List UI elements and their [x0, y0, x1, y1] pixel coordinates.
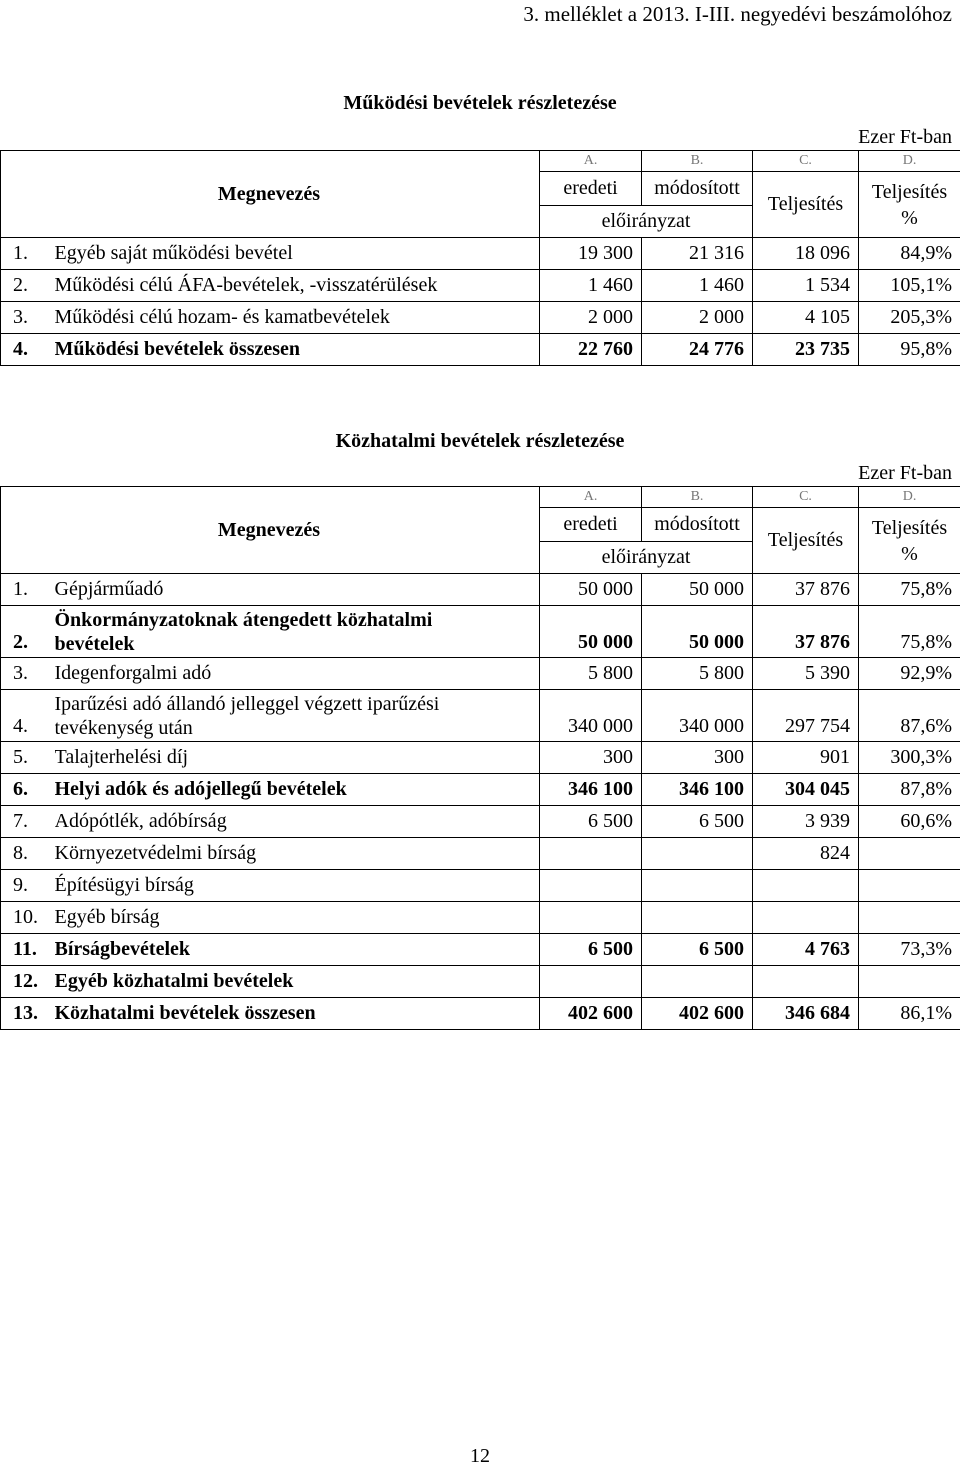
row-number: 11. — [1, 934, 55, 966]
table-row — [1, 966, 960, 998]
cell-original: 22 760 — [540, 334, 642, 366]
cell-modified: 5 800 — [642, 658, 753, 690]
table-row — [1, 774, 960, 806]
cell-modified: 2 000 — [642, 302, 753, 334]
row-number: 7. — [1, 806, 55, 838]
row-name: Működési bevételek összesen — [55, 334, 540, 366]
cell-performance-pct: 60,6% — [859, 806, 960, 838]
cell-performance: 4 105 — [753, 302, 859, 334]
row-number: 4. — [1, 334, 55, 366]
cell-performance-pct — [859, 838, 960, 870]
cell-performance — [753, 902, 859, 934]
section1-header-appropriation: előirányzat — [540, 206, 753, 238]
row-name: Helyi adók és adójellegű bevételek — [55, 774, 540, 806]
cell-performance: 304 045 — [753, 774, 859, 806]
cell-performance: 37 876 — [753, 574, 859, 606]
cell-modified: 21 316 — [642, 238, 753, 270]
cell-performance — [753, 966, 859, 998]
table-row — [1, 934, 960, 966]
row-name: Egyéb közhatalmi bevételek — [55, 966, 540, 998]
page-header: 3. melléklet a 2013. I-III. negyedévi beszámolóhoz — [523, 2, 952, 26]
row-number: 9. — [1, 870, 55, 902]
cell-performance: 824 — [753, 838, 859, 870]
row-number: 4. — [1, 690, 55, 742]
cell-original: 402 600 — [540, 998, 642, 1030]
section2-header-modified: módosított — [642, 508, 753, 542]
cell-performance: 297 754 — [753, 690, 859, 742]
section1-header-performance-pct — [859, 172, 960, 238]
section2-header-performance: Teljesítés — [753, 508, 859, 574]
section1-letter-d: D. — [859, 151, 960, 172]
row-number: 3. — [1, 658, 55, 690]
section1-table — [0, 150, 960, 366]
section1-unit: Ezer Ft-ban — [858, 126, 952, 148]
cell-performance — [753, 870, 859, 902]
table-row — [1, 606, 960, 658]
cell-performance-pct: 105,1% — [859, 270, 960, 302]
section2-title: Közhatalmi bevételek részletezése — [335, 430, 625, 452]
row-name: Működési célú ÁFA-bevételek, -visszatérülések — [55, 270, 540, 302]
cell-performance-pct: 92,9% — [859, 658, 960, 690]
row-number: 1. — [1, 574, 55, 606]
cell-performance-pct — [859, 966, 960, 998]
cell-performance: 901 — [753, 742, 859, 774]
section2-header-performance-pct — [859, 508, 960, 574]
cell-performance: 1 534 — [753, 270, 859, 302]
cell-original: 19 300 — [540, 238, 642, 270]
section1-letter-a: A. — [540, 151, 642, 172]
cell-original — [540, 870, 642, 902]
cell-performance-pct: 86,1% — [859, 998, 960, 1030]
row-number: 2. — [1, 606, 55, 658]
cell-modified: 402 600 — [642, 998, 753, 1030]
cell-modified — [642, 870, 753, 902]
cell-modified: 346 100 — [642, 774, 753, 806]
cell-performance-pct — [859, 870, 960, 902]
row-number: 12. — [1, 966, 55, 998]
table-row — [1, 742, 960, 774]
row-number: 5. — [1, 742, 55, 774]
row-name: Közhatalmi bevételek összesen — [55, 998, 540, 1030]
section2-letter-b: B. — [642, 487, 753, 508]
cell-performance: 23 735 — [753, 334, 859, 366]
section1-header-modified: módosított — [642, 172, 753, 206]
row-name-line2: bevételek — [54, 632, 135, 655]
row-name: Egyéb bírság — [55, 902, 540, 934]
table-row — [1, 238, 960, 270]
cell-original: 2 000 — [540, 302, 642, 334]
cell-original: 50 000 — [540, 574, 642, 606]
row-name: Működési célú hozam- és kamatbevételek — [55, 302, 540, 334]
section2-header-appropriation: előirányzat — [540, 542, 753, 574]
table-row — [1, 658, 960, 690]
row-name: Környezetvédelmi bírság — [55, 838, 540, 870]
row-name: Egyéb saját működési bevétel — [55, 238, 540, 270]
cell-performance: 3 939 — [753, 806, 859, 838]
cell-performance-pct: 205,3% — [859, 302, 960, 334]
cell-performance-pct: 95,8% — [859, 334, 960, 366]
section2-letter-d: D. — [859, 487, 960, 508]
table-row — [1, 838, 960, 870]
row-number: 13. — [1, 998, 55, 1030]
cell-performance: 5 390 — [753, 658, 859, 690]
cell-original: 50 000 — [540, 606, 642, 658]
section1-header-performance: Teljesítés — [753, 172, 859, 238]
section2-header-pct-line1: Teljesítés — [871, 516, 948, 539]
section1-header-pct-line2: % — [901, 206, 918, 229]
section1-letter-c: C. — [753, 151, 859, 172]
section1-letter-b: B. — [642, 151, 753, 172]
table-row — [1, 302, 960, 334]
row-name: Gépjárműadó — [55, 574, 540, 606]
cell-performance-pct: 300,3% — [859, 742, 960, 774]
cell-original — [540, 902, 642, 934]
cell-performance-pct: 87,6% — [859, 690, 960, 742]
cell-performance: 37 876 — [753, 606, 859, 658]
section2-header-original: eredeti — [540, 508, 642, 542]
section2-header-name: Megnevezés — [1, 487, 540, 574]
row-number: 1. — [1, 238, 55, 270]
cell-original — [540, 966, 642, 998]
row-name-line2: tevékenység után — [54, 716, 193, 739]
cell-performance: 346 684 — [753, 998, 859, 1030]
cell-performance-pct: 75,8% — [859, 574, 960, 606]
section2-table — [0, 486, 960, 1030]
cell-modified: 50 000 — [642, 606, 753, 658]
table-row — [1, 902, 960, 934]
row-name-line1: Önkormányzatoknak átengedett közhatalmi — [54, 608, 433, 631]
cell-performance-pct: 87,8% — [859, 774, 960, 806]
table-row — [1, 870, 960, 902]
row-name — [55, 690, 540, 742]
row-name: Építésügyi bírság — [55, 870, 540, 902]
cell-modified: 340 000 — [642, 690, 753, 742]
table-row — [1, 806, 960, 838]
table-row-total — [1, 998, 960, 1030]
cell-original: 6 500 — [540, 806, 642, 838]
section2-letter-a: A. — [540, 487, 642, 508]
cell-original: 6 500 — [540, 934, 642, 966]
cell-original: 1 460 — [540, 270, 642, 302]
row-number: 3. — [1, 302, 55, 334]
cell-original: 5 800 — [540, 658, 642, 690]
table-row — [1, 690, 960, 742]
cell-original: 340 000 — [540, 690, 642, 742]
cell-original — [540, 838, 642, 870]
section1-title: Működési bevételek részletezése — [343, 92, 617, 114]
page-number: 12 — [470, 1445, 490, 1467]
cell-original: 300 — [540, 742, 642, 774]
table-row — [1, 574, 960, 606]
row-name: Adópótlék, adóbírság — [55, 806, 540, 838]
row-name: Idegenforgalmi adó — [55, 658, 540, 690]
section2-header-pct-line2: % — [901, 542, 918, 565]
cell-modified: 6 500 — [642, 934, 753, 966]
table-row-total — [1, 334, 960, 366]
row-number: 10. — [1, 902, 55, 934]
table-row — [1, 270, 960, 302]
cell-performance-pct: 73,3% — [859, 934, 960, 966]
section2-letter-c: C. — [753, 487, 859, 508]
row-name — [55, 606, 540, 658]
cell-performance-pct — [859, 902, 960, 934]
cell-modified: 50 000 — [642, 574, 753, 606]
cell-performance: 4 763 — [753, 934, 859, 966]
row-number: 8. — [1, 838, 55, 870]
row-name: Talajterhelési díj — [55, 742, 540, 774]
cell-original: 346 100 — [540, 774, 642, 806]
row-number: 6. — [1, 774, 55, 806]
row-name: Bírságbevételek — [55, 934, 540, 966]
cell-modified — [642, 902, 753, 934]
row-number: 2. — [1, 270, 55, 302]
section1-header-pct-line1: Teljesítés — [871, 180, 948, 203]
cell-modified: 24 776 — [642, 334, 753, 366]
cell-modified: 6 500 — [642, 806, 753, 838]
cell-modified — [642, 838, 753, 870]
cell-modified: 1 460 — [642, 270, 753, 302]
section2-unit: Ezer Ft-ban — [858, 462, 952, 484]
cell-performance: 18 096 — [753, 238, 859, 270]
cell-performance-pct: 75,8% — [859, 606, 960, 658]
cell-performance-pct: 84,9% — [859, 238, 960, 270]
section1-header-name: Megnevezés — [1, 151, 540, 238]
cell-modified: 300 — [642, 742, 753, 774]
cell-modified — [642, 966, 753, 998]
section1-header-original: eredeti — [540, 172, 642, 206]
row-name-line1: Iparűzési adó állandó jelleggel végzett iparűzési — [54, 692, 440, 715]
